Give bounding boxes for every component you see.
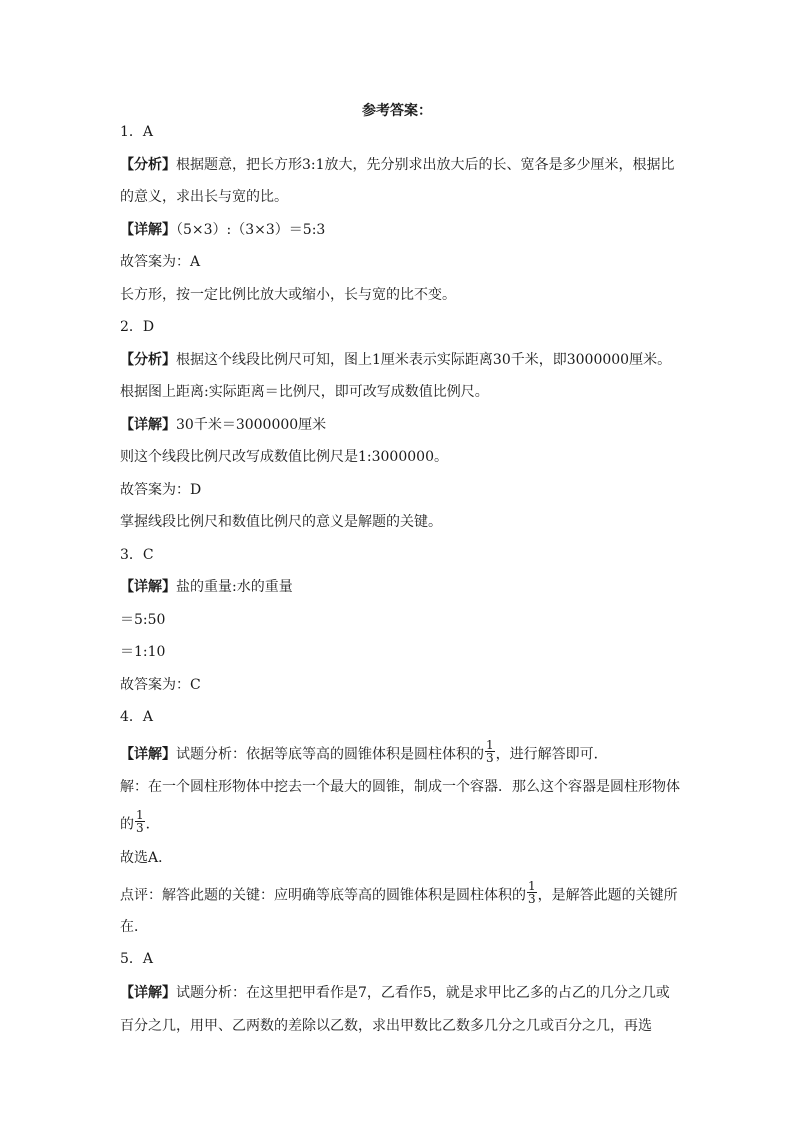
fraction-numerator: 1: [528, 879, 536, 893]
q4-choice: 故选A．: [120, 850, 173, 866]
fraction-denominator: 3: [136, 821, 144, 835]
q2-detail-line-2: 则这个线段比例尺改写成数值比例尺是1:3000000。: [120, 449, 448, 465]
one-third-fraction: [135, 809, 145, 834]
q3-number: 3．C: [120, 547, 154, 563]
q4-solution-text-2: 的: [120, 816, 134, 833]
q1-detail-line: [120, 220, 680, 240]
q4-detail-line: [120, 738, 680, 767]
q1-detail-label: 【详解】: [120, 222, 176, 238]
q5-detail-text-1: 试题分析：在这里把甲看作是7，乙看作5，就是求甲比乙多的占乙的几分之几或: [176, 985, 670, 1001]
page-title: 参考答案：: [362, 103, 432, 119]
q2-analysis-line-2: 根据图上距离:实际距离＝比例尺，即可改写成数值比例尺。: [120, 384, 489, 400]
q3-detail-line: [120, 577, 680, 597]
q1-analysis-line-1: [120, 155, 680, 175]
q3-step-2: ＝1:10: [120, 644, 166, 660]
q1-analysis-label: 【分析】: [120, 157, 176, 173]
one-third-fraction: [485, 739, 495, 764]
q2-detail-text: 30千米＝3000000厘米: [176, 417, 327, 433]
q1-analysis-line-2: 的意义，求出长与宽的比。: [120, 189, 288, 205]
q5-detail-line-1: [120, 983, 680, 1003]
q4-comment-text-end: ，是解答此题的关键所: [537, 887, 678, 904]
q4-detail-label: 【详解】: [120, 746, 176, 763]
q2-detail-line: [120, 415, 680, 435]
fraction-denominator: 3: [528, 892, 536, 906]
q4-number: 4．A: [120, 709, 154, 725]
q3-detail-label: 【详解】: [120, 579, 176, 595]
q4-comment-line-2: 在．: [120, 919, 148, 935]
q2-answer: 故答案为：D: [120, 482, 202, 498]
q1-note: 长方形，按一定比例比放大或缩小，长与宽的比不变。: [120, 287, 456, 303]
fraction-numerator: 1: [136, 808, 144, 822]
q5-detail-label: 【详解】: [120, 985, 176, 1001]
q4-detail-text-end: ，进行解答即可．: [495, 746, 608, 763]
q3-step-1: ＝5:50: [120, 612, 166, 628]
q4-solution-line-1: 解：在一个圆柱形物体中挖去一个最大的圆锥，制成一个容器．那么这个容器是圆柱形物体: [120, 779, 680, 795]
q2-analysis-text-1: 根据这个线段比例尺可知，图上1厘米表示实际距离30千米，即3000000厘米。: [176, 352, 672, 368]
fraction-denominator: 3: [486, 751, 494, 765]
q1-answer: 故答案为：A: [120, 254, 201, 270]
q1-analysis-text-1: 根据题意，把长方形3:1放大，先分别求出放大后的长、宽各是多少厘米，根据比: [176, 157, 675, 173]
q2-detail-label: 【详解】: [120, 417, 176, 433]
q3-detail-text: 盐的重量:水的重量: [176, 579, 293, 595]
q2-note: 掌握线段比例尺和数值比例尺的意义是解题的关键。: [120, 514, 442, 530]
q2-number: 2．D: [120, 319, 155, 335]
q5-detail-line-2: 百分之几，用甲、乙两数的差除以乙数，求出甲数比乙数多几分之几或百分之几，再选: [120, 1018, 652, 1034]
q1-detail-text: （5×3）:（3×3）＝5:3: [176, 222, 326, 238]
q3-answer: 故答案为：C: [120, 677, 201, 693]
q4-detail-text: 试题分析：依据等底等高的圆锥体积是圆柱体积的: [176, 746, 484, 763]
q1-number: 1．A: [120, 124, 154, 140]
fraction-numerator: 1: [486, 738, 494, 752]
q4-solution-line-2: [120, 808, 680, 837]
q2-analysis-line-1: [120, 350, 680, 370]
q5-number: 5．A: [120, 951, 154, 967]
q4-comment-line-1: [120, 879, 680, 908]
q4-solution-text-2-end: ．: [145, 816, 160, 833]
q2-analysis-label: 【分析】: [120, 352, 176, 368]
q4-comment-text: 点评：解答此题的关键：应明确等底等高的圆锥体积是圆柱体积的: [120, 887, 526, 904]
one-third-fraction: [527, 880, 537, 905]
